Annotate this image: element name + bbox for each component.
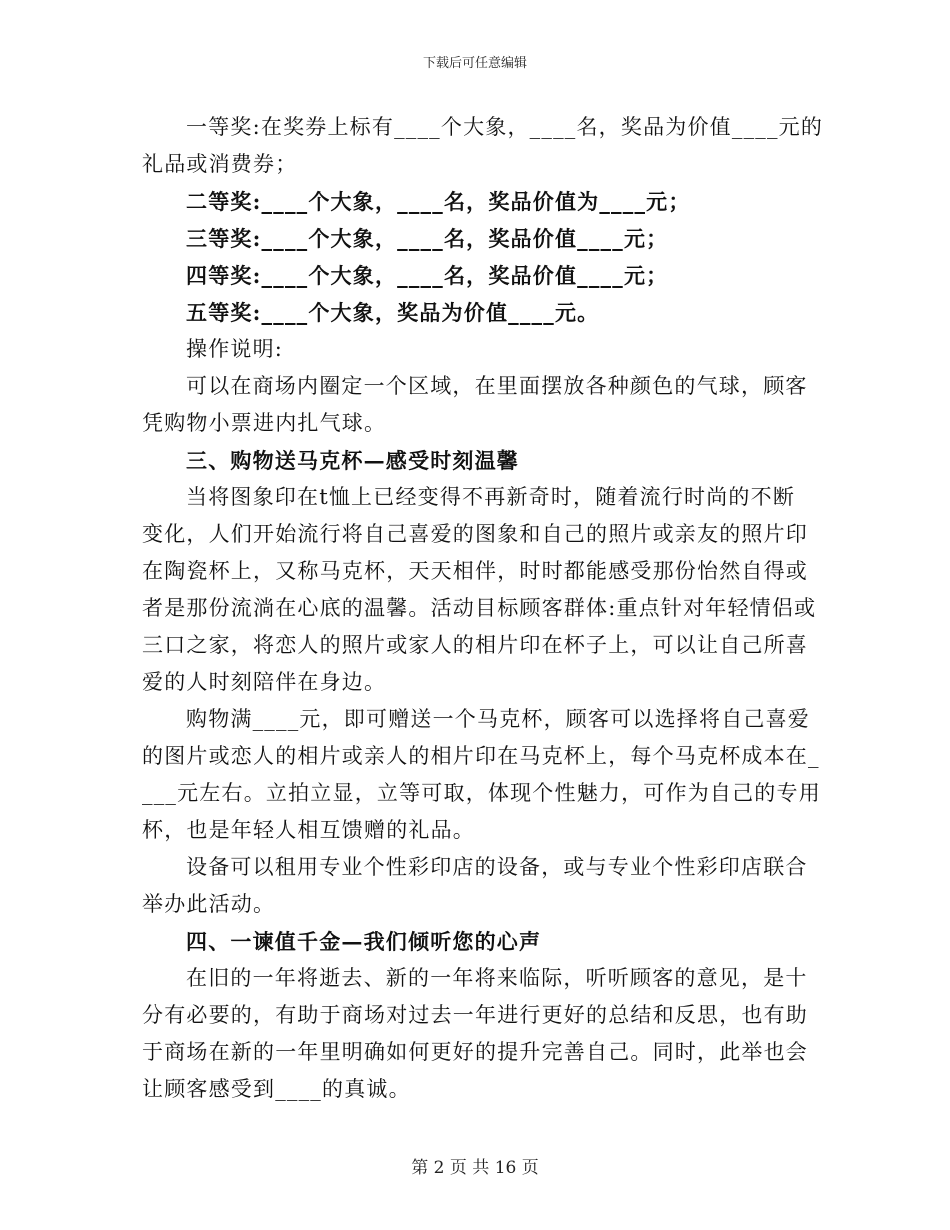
text-line: 凭购物小票进内扎气球。: [142, 411, 387, 435]
text-line: 分有必要的，有助于商场对过去一年进行更好的总结和反思，也有助: [142, 1003, 808, 1027]
section-heading-line: 二等奖:____个大象，____名，奖品价值为____元；: [186, 189, 691, 214]
text-line: 杯，也是年轻人相互馈赠的礼品。: [142, 818, 475, 842]
page-header: 下载后可任意编辑: [422, 56, 527, 71]
text-line: 在陶瓷杯上，又称马克杯，天天相伴，时时都能感受那份怡然自得或: [142, 559, 808, 583]
text-line: 在旧的一年将逝去、新的一年将来临际，听听顾客的意见，是十: [186, 966, 808, 990]
section-heading-line: 三、购物送马克杯—感受时刻温馨: [186, 448, 519, 473]
text-line: 爱的人时刻陪伴在身边。: [142, 670, 387, 694]
text-line: 一等奖:在奖券上标有____个大象，____名，奖品为价值____元的: [186, 115, 824, 139]
text-line: 三口之家，将恋人的照片或家人的相片印在杯子上，可以让自己所喜: [142, 633, 808, 657]
text-line: 让顾客感受到____的真诚。: [142, 1077, 411, 1101]
text-line: 于商场在新的一年里明确如何更好的提升完善自己。同时，此举也会: [142, 1040, 808, 1064]
text-line: 设备可以租用专业个性彩印店的设备，或与专业个性彩印店联合: [186, 855, 808, 879]
text-line: ___元左右。立拍立显，立等可取，体现个性魅力，可作为自己的专用: [142, 781, 821, 805]
page-footer: 第 2 页 共 16 页: [411, 1158, 539, 1178]
text-line: 举办此活动。: [142, 892, 276, 916]
text-line: 礼品或消费券；: [142, 152, 298, 176]
section-heading-line: 三等奖:____个大象，____名，奖品价值____元；: [186, 226, 669, 251]
section-heading-line: 五等奖:____个大象，奖品为价值____元。: [186, 300, 600, 325]
text-line: 可以在商场内圈定一个区域，在里面摆放各种颜色的气球，顾客: [186, 374, 808, 398]
section-heading-line: 四等奖:____个大象，____名，奖品价值____元；: [186, 263, 669, 288]
document-body: [142, 109, 824, 1108]
text-line: 变化，人们开始流行将自己喜爱的图象和自己的照片或亲友的照片印: [142, 522, 808, 546]
text-line: 操作说明:: [186, 337, 284, 361]
text-line: 的图片或恋人的相片或亲人的相片印在马克杯上，每个马克杯成本在_: [142, 744, 820, 768]
section-heading-line: 四、一谏值千金—我们倾听您的心声: [186, 929, 542, 954]
text-line: 当将图象印在t恤上已经变得不再新奇时，随着流行时尚的不断: [186, 485, 796, 509]
text-line: 者是那份流淌在心底的温馨。活动目标顾客群体:重点针对年轻情侣或: [142, 596, 817, 620]
text-line: 购物满____元，即可赠送一个马克杯，顾客可以选择将自己喜爱: [186, 707, 810, 731]
